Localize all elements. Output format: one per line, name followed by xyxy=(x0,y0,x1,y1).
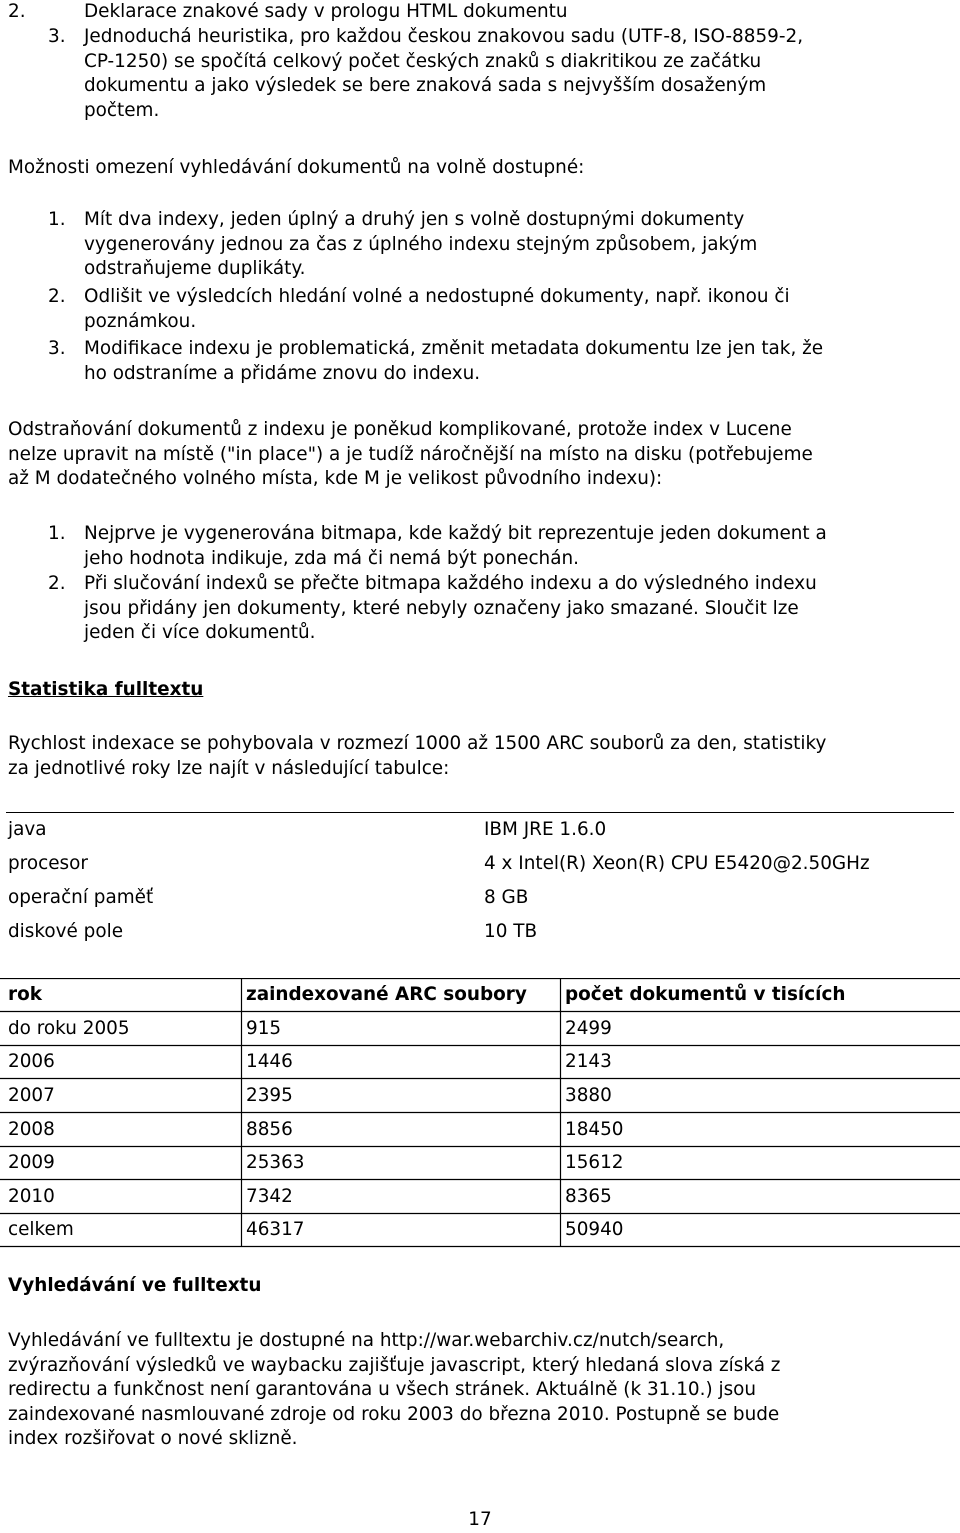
paragraph-line: Rychlost indexace se pohybovala v rozmezí 1000 až 1500 ARC souborů za den, statistiky xyxy=(8,733,827,754)
paragraph-line: až M dodatečného volného místa, kde M je velikost původního indexu): xyxy=(8,468,663,489)
table-cell: 2010 xyxy=(8,1186,55,1207)
table-cell: 2499 xyxy=(565,1018,612,1039)
vyhledavani-paragraph xyxy=(8,1329,780,1452)
table-cell: 2395 xyxy=(246,1085,293,1106)
column-header: počet dokumentů v tisících xyxy=(565,984,846,1005)
list-line: poznámkou. xyxy=(84,310,197,332)
list-line: Modifikace indexu je problematická, změnit metadata dokumentu lze jen tak, že xyxy=(84,338,824,359)
table-cell: 8365 xyxy=(565,1186,612,1207)
table-row xyxy=(0,920,960,944)
list-number: 1. xyxy=(48,209,66,230)
spec-value: 4 x Intel(R) Xeon(R) CPU E5420@2.50GHz xyxy=(484,853,870,874)
table-cell: 25363 xyxy=(246,1152,305,1173)
list-line: vygenerovány jednou za čas z úplného indexu stejným způsobem, jakým xyxy=(84,233,758,255)
list-line: Nejprve je vygenerována bitmapa, kde každý bit reprezentuje jeden dokument a xyxy=(84,523,827,544)
table-row xyxy=(0,852,960,876)
paragraph-line: nelze upravit na místě ("in place") a je tudíž náročnější na místo na disku (potřebujeme xyxy=(8,443,813,465)
table-cell: 2009 xyxy=(8,1152,55,1173)
list-line: Při slučování indexů se přečte bitmapa každého indexu a do výsledného indexu xyxy=(84,573,817,594)
table-cell: do roku 2005 xyxy=(8,1018,130,1039)
table-cell: celkem xyxy=(8,1219,74,1240)
page-number: 17 xyxy=(468,1509,492,1530)
statistika-heading: Statistika fulltextu xyxy=(8,679,204,700)
table-cell: 915 xyxy=(246,1018,282,1039)
table-cell: 3880 xyxy=(565,1085,612,1106)
list-number: 3. xyxy=(48,338,66,359)
column-header: zaindexované ARC soubory xyxy=(246,984,527,1005)
spec-value: IBM JRE 1.6.0 xyxy=(484,819,607,840)
table-cell: 2007 xyxy=(8,1085,55,1106)
list-line: počtem. xyxy=(84,99,160,121)
list-number: 3. xyxy=(48,26,66,47)
table-cell: 18450 xyxy=(565,1119,624,1140)
odstranovani-paragraph xyxy=(8,418,813,492)
table-cell: 46317 xyxy=(246,1219,305,1240)
spec-key: java xyxy=(8,819,47,840)
table-cell: 2008 xyxy=(8,1119,55,1140)
statistika-paragraph xyxy=(8,732,826,781)
list-number: 2. xyxy=(8,1,26,22)
moznosti-heading: Možnosti omezení vyhledávání dokumentů na volně dostupné: xyxy=(8,157,585,178)
table-cell: 2006 xyxy=(8,1051,55,1072)
vyhledavani-heading: Vyhledávání ve fulltextu xyxy=(8,1275,262,1296)
table-cell: 15612 xyxy=(565,1152,624,1173)
paragraph-line: index rozšiřovat o nové sklizně. xyxy=(8,1428,298,1449)
column-header: rok xyxy=(8,984,42,1005)
list-line: jsou přidány jen dokumenty, které nebyly označeny jako smazané. Sloučit lze xyxy=(84,597,799,619)
list-line: ho odstraníme a přidáme znovu do indexu. xyxy=(84,362,481,384)
spec-key: procesor xyxy=(8,853,88,874)
table-cell: 7342 xyxy=(246,1186,293,1207)
list-line: odstraňujeme duplikáty. xyxy=(84,258,306,279)
list-number: 1. xyxy=(48,523,66,544)
table-row xyxy=(0,818,960,842)
table-row xyxy=(0,886,960,910)
list-line: dokumentu a jako výsledek se bere znaková sada s nejvyšším dosaženým xyxy=(84,75,767,96)
list-number: 2. xyxy=(48,286,66,307)
list-line: jeho hodnota indikuje, zda má či nemá být ponechán. xyxy=(84,547,579,569)
list-line: Mít dva indexy, jeden úplný a druhý jen s volně dostupnými dokumenty xyxy=(84,209,745,230)
stats-table xyxy=(0,978,960,1248)
list-line: Jednoduchá heuristika, pro každou českou znakovou sadu (UTF-8, ISO-8859-2, xyxy=(84,26,804,47)
paragraph-line: Odstraňování dokumentů z indexu je poněkud komplikované, protože index v Lucene xyxy=(8,419,792,440)
table-cell: 2143 xyxy=(565,1051,612,1072)
spec-key: operační paměť xyxy=(8,887,154,908)
list-line: Odlišit ve výsledcích hledání volné a nedostupné dokumenty, např. ikonou či xyxy=(84,286,790,307)
paragraph-line: Vyhledávání ve fulltextu je dostupné na http://war.webarchiv.cz/nutch/search, xyxy=(8,1330,725,1351)
list-number: 2. xyxy=(48,573,66,594)
stats-table-grid xyxy=(0,978,960,1248)
spec-value: 8 GB xyxy=(484,887,529,908)
spec-key: diskové pole xyxy=(8,921,124,942)
paragraph-line: redirectu a funkčnost není garantována u všech stránek. Aktuálně (k 31.10.) jsou xyxy=(8,1379,757,1400)
list-line: CP-1250) se spočítá celkový počet českých znaků s diakritikou ze začátku xyxy=(84,50,762,72)
list-text: Deklarace znakové sady v prologu HTML dokumentu xyxy=(84,1,568,22)
paragraph-line: za jednotlivé roky lze najít v následující tabulce: xyxy=(8,757,450,779)
spec-value: 10 TB xyxy=(484,921,538,942)
table-cell: 8856 xyxy=(246,1119,293,1140)
list-line: jeden či více dokumentů. xyxy=(84,622,316,643)
table-cell: 50940 xyxy=(565,1219,624,1240)
table-cell: 1446 xyxy=(246,1051,293,1072)
paragraph-line: zaindexované nasmlouvané zdroje od roku 2003 do března 2010. Postupně se bude xyxy=(8,1403,780,1425)
paragraph-line: zvýrazňování výsledků ve waybacku zajišťuje javascript, který hledaná slova získá z xyxy=(8,1354,781,1376)
